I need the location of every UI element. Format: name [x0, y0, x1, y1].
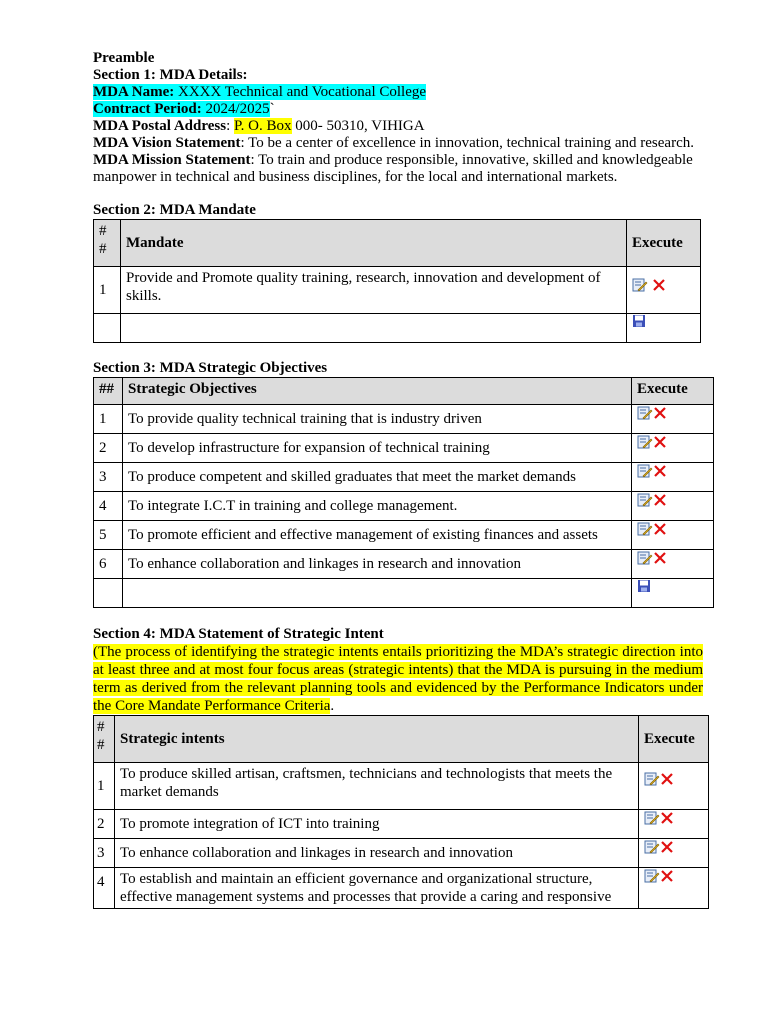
empty-cell	[123, 579, 632, 608]
intents-table	[93, 715, 709, 909]
objective-num: 4	[94, 492, 123, 521]
edit-icon[interactable]	[644, 839, 660, 860]
delete-icon[interactable]	[660, 811, 674, 830]
delete-icon[interactable]	[660, 772, 674, 791]
mandate-row-actions	[627, 267, 701, 314]
section1-title: Section 1: MDA Details:	[93, 67, 248, 83]
contract-period-years: 2024/2025	[205, 101, 270, 117]
edit-icon[interactable]	[644, 810, 660, 831]
mission-text: : To train and produce responsible, innovative, skilled and knowledgeable manpower in technical and business disciplines, for the local and international markets.	[93, 152, 693, 185]
objective-num: 1	[94, 405, 123, 434]
objective-text: To enhance collaboration and linkages in research and innovation	[123, 550, 632, 579]
objectives-num-header: ##	[94, 378, 123, 405]
objectives-table	[93, 377, 714, 405]
mandate-num-header: # #	[94, 220, 121, 267]
section4-note	[93, 643, 703, 715]
objectives-text-header: Strategic Objectives	[123, 378, 632, 405]
delete-icon[interactable]	[653, 464, 667, 483]
section4-title: Section 4: MDA Statement of Strategic Intent	[93, 626, 384, 642]
table-row	[94, 550, 714, 579]
row-actions	[632, 434, 714, 463]
vision-statement	[93, 135, 713, 152]
table-row	[94, 868, 709, 909]
contract-period-label: Contract Period:	[93, 101, 202, 117]
objectives-save-cell	[632, 579, 714, 608]
table-row	[94, 521, 714, 550]
save-icon[interactable]	[632, 314, 646, 333]
row-actions	[632, 463, 714, 492]
mandate-exec-header: Execute	[627, 220, 701, 267]
objective-text: To promote efficient and effective management of existing finances and assets	[123, 521, 632, 550]
table-row	[94, 463, 714, 492]
delete-icon[interactable]	[653, 493, 667, 512]
delete-icon[interactable]	[660, 869, 674, 888]
empty-cell	[94, 314, 121, 343]
preamble-heading: Preamble	[93, 50, 155, 66]
intents-header-row	[94, 716, 709, 763]
row-actions	[632, 550, 714, 579]
intents-num-header: # #	[94, 716, 115, 763]
section3-title: Section 3: MDA Strategic Objectives	[93, 360, 328, 376]
contract-period-line	[93, 101, 713, 118]
mandate-new-row	[94, 314, 701, 343]
intent-num: 2	[94, 810, 115, 839]
row-actions	[632, 492, 714, 521]
mandate-save-cell	[627, 314, 701, 343]
table-row	[94, 267, 701, 314]
table-row	[94, 763, 709, 810]
delete-icon[interactable]	[653, 522, 667, 541]
section4-note-text: (The process of identifying the strategic intents entails prioritizing the MDA’s strategic direction into at least three and at most four focus areas (strategic intents) that the MDA is pursuing in the medium term as derived from the relevant planning tools and evidenced by the Performance Indicators under the Core Mandate Performance Criteria	[93, 644, 703, 714]
objective-num: 3	[94, 463, 123, 492]
delete-icon[interactable]	[653, 551, 667, 570]
table-row	[94, 810, 709, 839]
row-actions	[639, 839, 709, 868]
row-actions	[639, 868, 709, 909]
intents-text-header: Strategic intents	[115, 716, 639, 763]
intent-text: To produce skilled artisan, craftsmen, technicians and technologists that meets the market demands	[115, 763, 639, 810]
mda-name-value: XXXX Technical and Vocational College	[177, 84, 427, 100]
vision-text: : To be a center of excellence in innovation, technical training and research.	[240, 135, 694, 151]
objectives-exec-header: Execute	[632, 378, 714, 405]
objective-num: 2	[94, 434, 123, 463]
mandate-row-text: Provide and Promote quality training, research, innovation and development of skills.	[121, 267, 627, 314]
document-page	[93, 50, 713, 909]
objectives-header-row	[94, 378, 714, 405]
mda-name-line	[93, 84, 713, 101]
intent-text: To establish and maintain an efficient governance and organizational structure, effective management systems and processes that provide a caring and responsive	[115, 868, 639, 909]
row-actions	[639, 763, 709, 810]
mda-name-label: MDA Name:	[93, 84, 175, 100]
table-row	[94, 434, 714, 463]
postal-address-line	[93, 118, 713, 135]
objective-num: 6	[94, 550, 123, 579]
delete-icon[interactable]	[660, 840, 674, 859]
section4-note-end: .	[330, 698, 335, 714]
objective-text: To provide quality technical training that is industry driven	[123, 405, 632, 434]
postal-po-box: P. O. Box	[234, 118, 292, 134]
table-row	[94, 492, 714, 521]
objective-text: To produce competent and skilled graduates that meet the market demands	[123, 463, 632, 492]
table-row	[94, 839, 709, 868]
edit-icon[interactable]	[637, 463, 653, 484]
objective-text: To integrate I.C.T in training and college management.	[123, 492, 632, 521]
edit-icon[interactable]	[632, 277, 648, 298]
empty-cell	[94, 579, 123, 608]
table-row	[94, 405, 714, 434]
intent-text: To promote integration of ICT into training	[115, 810, 639, 839]
row-actions	[632, 405, 714, 434]
row-actions	[632, 521, 714, 550]
delete-icon[interactable]	[653, 406, 667, 425]
edit-icon[interactable]	[637, 521, 653, 542]
intents-exec-header: Execute	[639, 716, 709, 763]
edit-icon[interactable]	[637, 492, 653, 513]
edit-icon[interactable]	[637, 405, 653, 426]
mandate-header-row	[94, 220, 701, 267]
intent-text: To enhance collaboration and linkages in research and innovation	[115, 839, 639, 868]
objectives-new-row	[94, 579, 714, 608]
objective-text: To develop infrastructure for expansion of technical training	[123, 434, 632, 463]
edit-icon[interactable]	[637, 550, 653, 571]
vision-label: MDA Vision Statement	[93, 135, 241, 151]
mandate-row-num: 1	[94, 267, 121, 314]
save-icon[interactable]	[637, 579, 651, 598]
intent-num: 4	[94, 868, 115, 909]
mandate-table	[93, 219, 701, 343]
edit-icon[interactable]	[644, 771, 660, 792]
postal-sep: :	[226, 118, 231, 134]
mission-statement	[93, 152, 713, 186]
edit-icon[interactable]	[637, 434, 653, 455]
postal-address-rest: 000- 50310, VIHIGA	[295, 118, 425, 134]
mission-label: MDA Mission Statement	[93, 152, 251, 168]
postal-address-label: MDA Postal Address	[93, 118, 227, 134]
mandate-text-header: Mandate	[121, 220, 627, 267]
empty-cell	[121, 314, 627, 343]
delete-icon[interactable]	[652, 278, 666, 297]
objectives-rows	[93, 404, 714, 608]
intent-num: 3	[94, 839, 115, 868]
row-actions	[639, 810, 709, 839]
contract-period-value: 2024/2025`	[205, 101, 275, 117]
intent-num: 1	[94, 763, 115, 810]
delete-icon[interactable]	[653, 435, 667, 454]
edit-icon[interactable]	[644, 868, 660, 889]
objective-num: 5	[94, 521, 123, 550]
section2-title: Section 2: MDA Mandate	[93, 202, 256, 218]
